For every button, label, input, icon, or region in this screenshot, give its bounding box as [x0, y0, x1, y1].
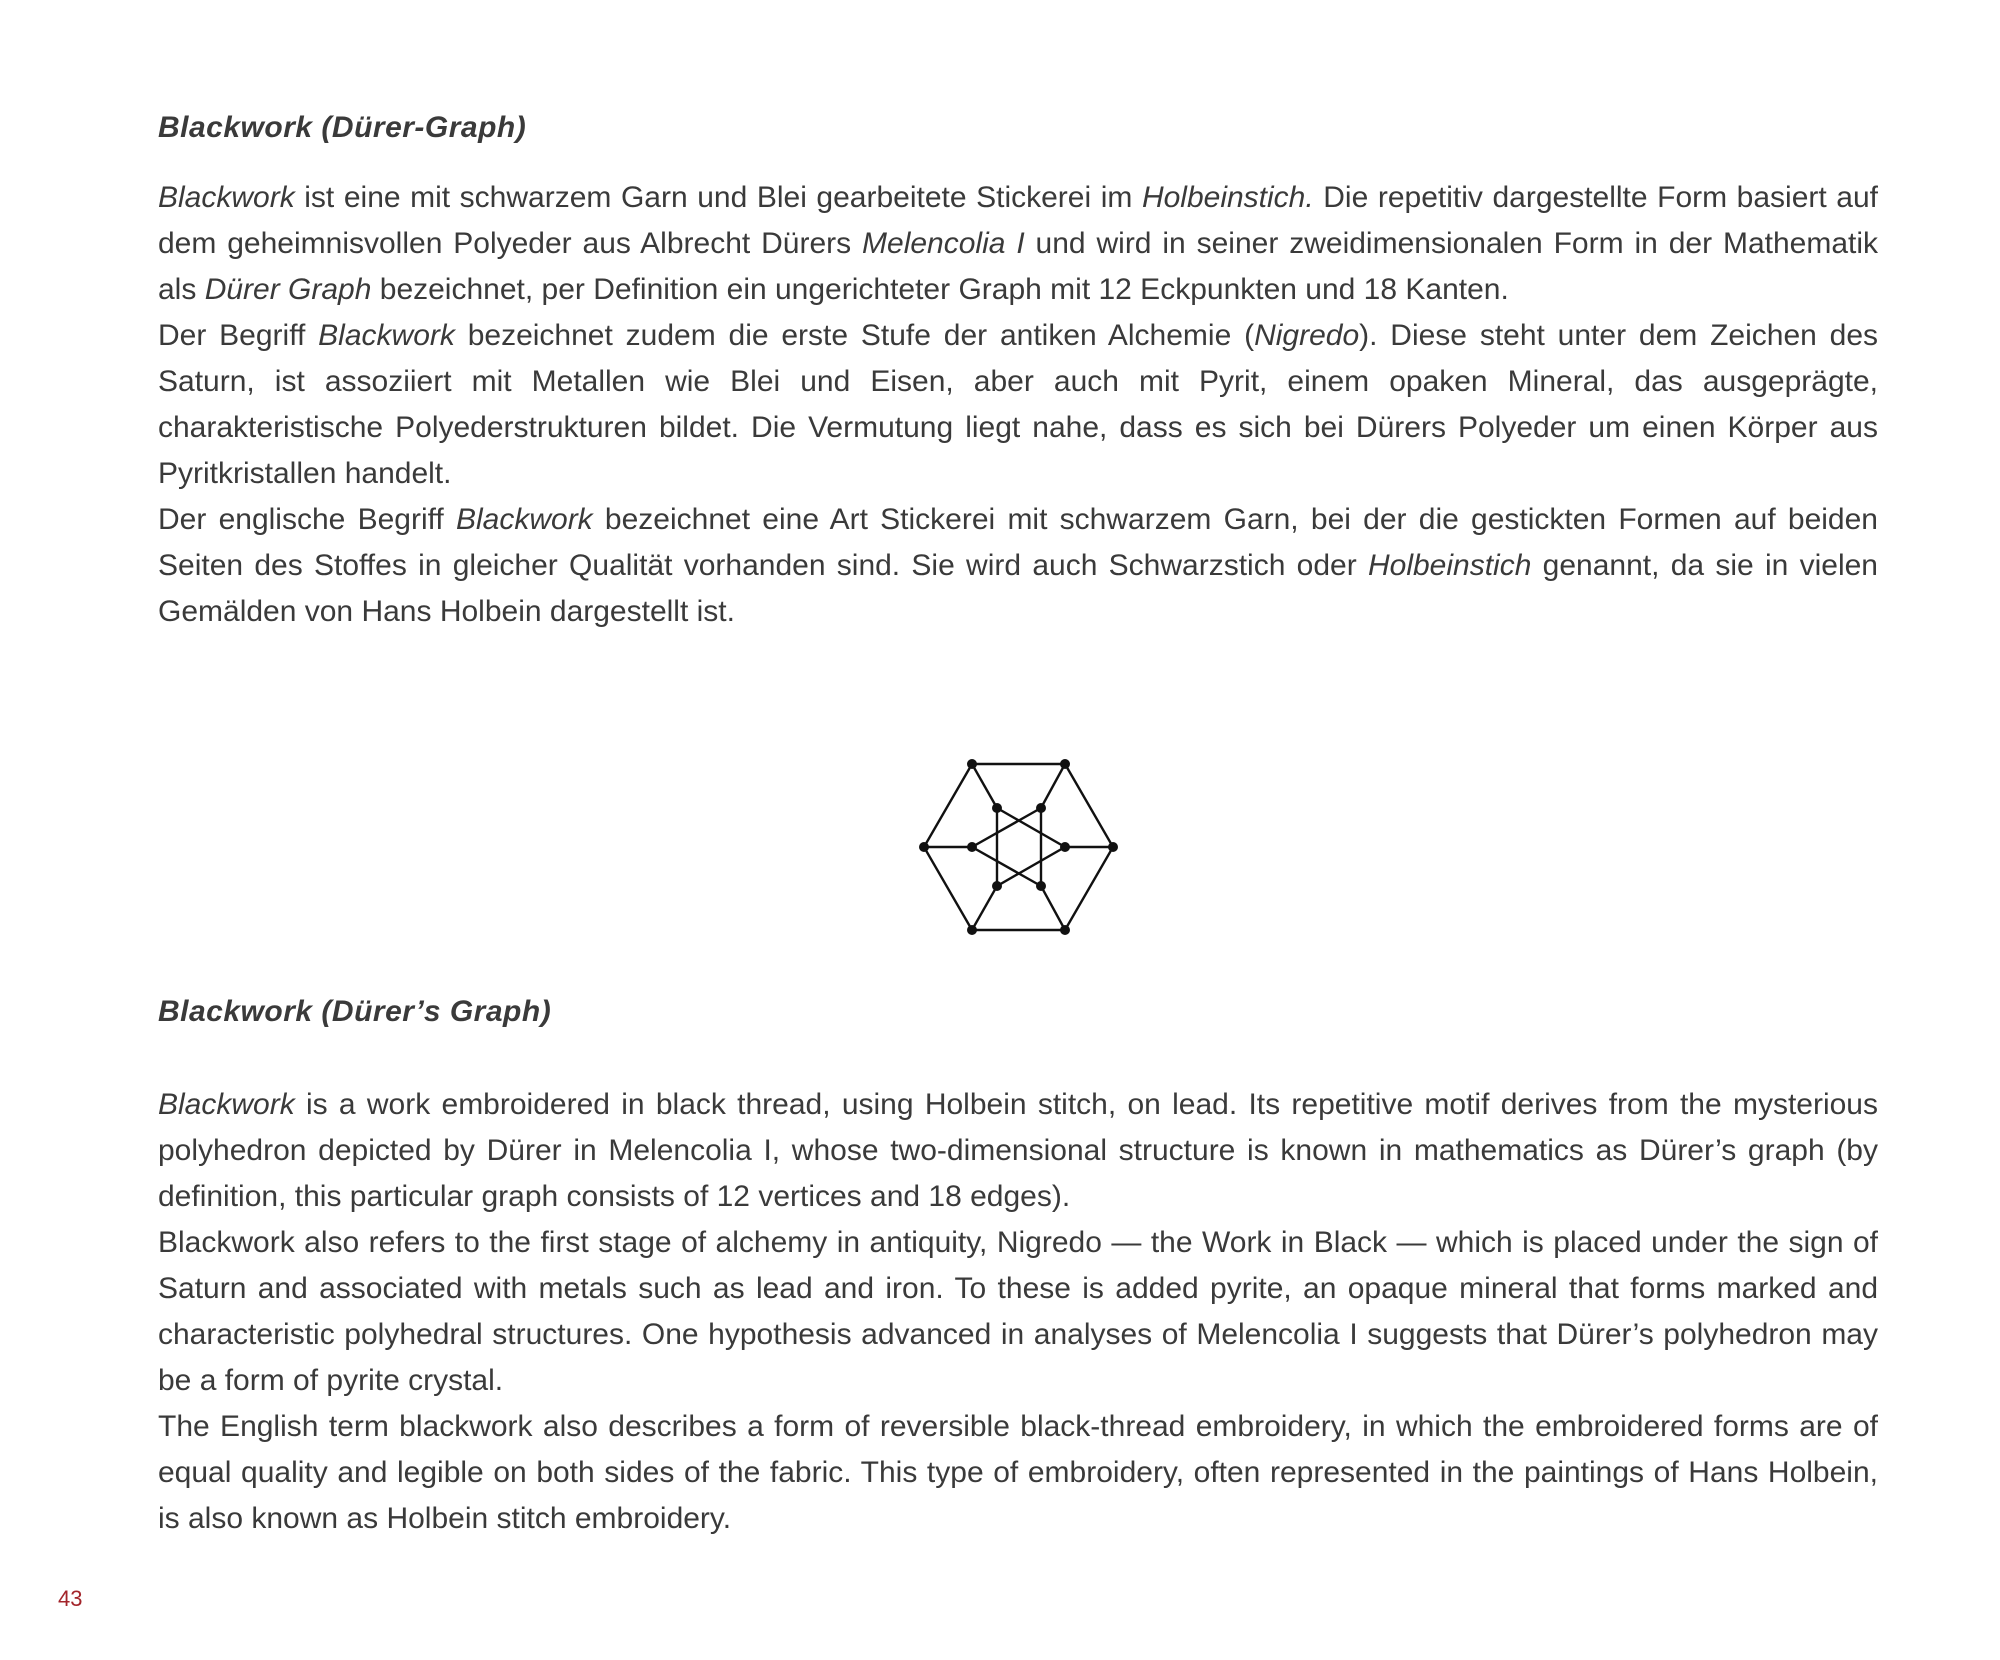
graph-vertex: [1036, 803, 1046, 813]
graph-vertex: [992, 803, 1002, 813]
german-paragraph-1: Blackwork ist eine mit schwarzem Garn und Blei gearbeitete Stickerei im Holbeinstich. Die repetitiv dargestellte Form basiert auf dem geheimnisvollen Polyeder aus Albrecht Dürers Melencolia I und wird in seiner zweidimensionalen Form in der Mathematik als Dürer Graph bezeichnet, per Definition ein ungerichteter Graph mit 12 Eckpunkten und 18 Kanten.: [158, 181, 1879, 306]
german-paragraph-3: Der englische Begriff Blackwork bezeichnet eine Art Stickerei mit schwarzem Garn, bei der die gestickten Formen auf beiden Seiten des Stoffes in gleicher Qualität vorhanden sind. Sie wird auch Schwarzstich oder Holbeinstich genannt, da sie in vielen Gemälden von Hans Holbein dargestellt ist.: [158, 503, 1878, 628]
german-heading: Blackwork (Dürer-Graph): [158, 111, 527, 144]
inner-triangle-b: [972, 808, 1041, 886]
graph-vertex: [967, 759, 977, 769]
english-paragraph-3: The English term blackwork also describes a form of reversible black-thread embroidery, in which the embroidered forms are of equal quality and legible on both sides of the fabric. This type of embroidery, often represented in the paintings of Hans Holbein, is also known as Holbein stitch embroidery.: [158, 1410, 1878, 1535]
graph-edges: [924, 764, 1113, 930]
spoke-edge: [972, 764, 997, 808]
graph-vertex: [1108, 842, 1118, 852]
inner-triangle-a: [997, 808, 1065, 886]
page-number: 43: [58, 1586, 83, 1611]
english-body: [158, 1082, 1878, 1542]
graph-vertex: [992, 881, 1002, 891]
english-paragraph-2: Blackwork also refers to the first stage of alchemy in antiquity, Nigredo — the Work in Black — which is placed under the sign of Saturn and associated with metals such as lead and iron. To these is added pyrite, an opaque mineral that forms marked and characteristic polyhedral structures. One hypothesis advanced in analyses of Melencolia I suggests that Dürer’s polyhedron may be a form of pyrite crystal.: [158, 1226, 1878, 1397]
graph-vertex: [1060, 925, 1070, 935]
graph-vertex: [919, 842, 929, 852]
spoke-edge: [1041, 886, 1065, 930]
graph-vertex: [1060, 842, 1070, 852]
german-body: [158, 175, 1878, 635]
english-paragraph-1: Blackwork is a work embroidered in black thread, using Holbein stitch, on lead. Its repetitive motif derives from the mysterious polyhedron depicted by Dürer in Melencolia I, whose two-dimensional structure is known in mathematics as Dürer’s graph (by definition, this particular graph consists of 12 vertices and 18 edges).: [158, 1088, 1878, 1213]
spoke-edge: [1041, 764, 1065, 808]
graph-vertex: [967, 925, 977, 935]
graph-vertex: [1036, 881, 1046, 891]
durer-graph-illustration: [900, 752, 1230, 942]
graph-vertex: [967, 842, 977, 852]
english-heading: Blackwork (Dürer’s Graph): [158, 995, 552, 1028]
graph-vertex: [1060, 759, 1070, 769]
spoke-edge: [972, 886, 997, 930]
german-paragraph-2: Der Begriff Blackwork bezeichnet zudem die erste Stufe der antiken Alchemie (Nigredo). Diese steht unter dem Zeichen des Saturn, ist assoziiert mit Metallen wie Blei und Eisen, aber auch mit Pyrit, einem opaken Mineral, das ausgeprägte, charakteristische Polyederstrukturen bildet. Die Vermutung liegt nahe, dass es sich bei Dürers Polyeder um einen Körper aus Pyritkristallen handelt.: [158, 319, 1879, 490]
